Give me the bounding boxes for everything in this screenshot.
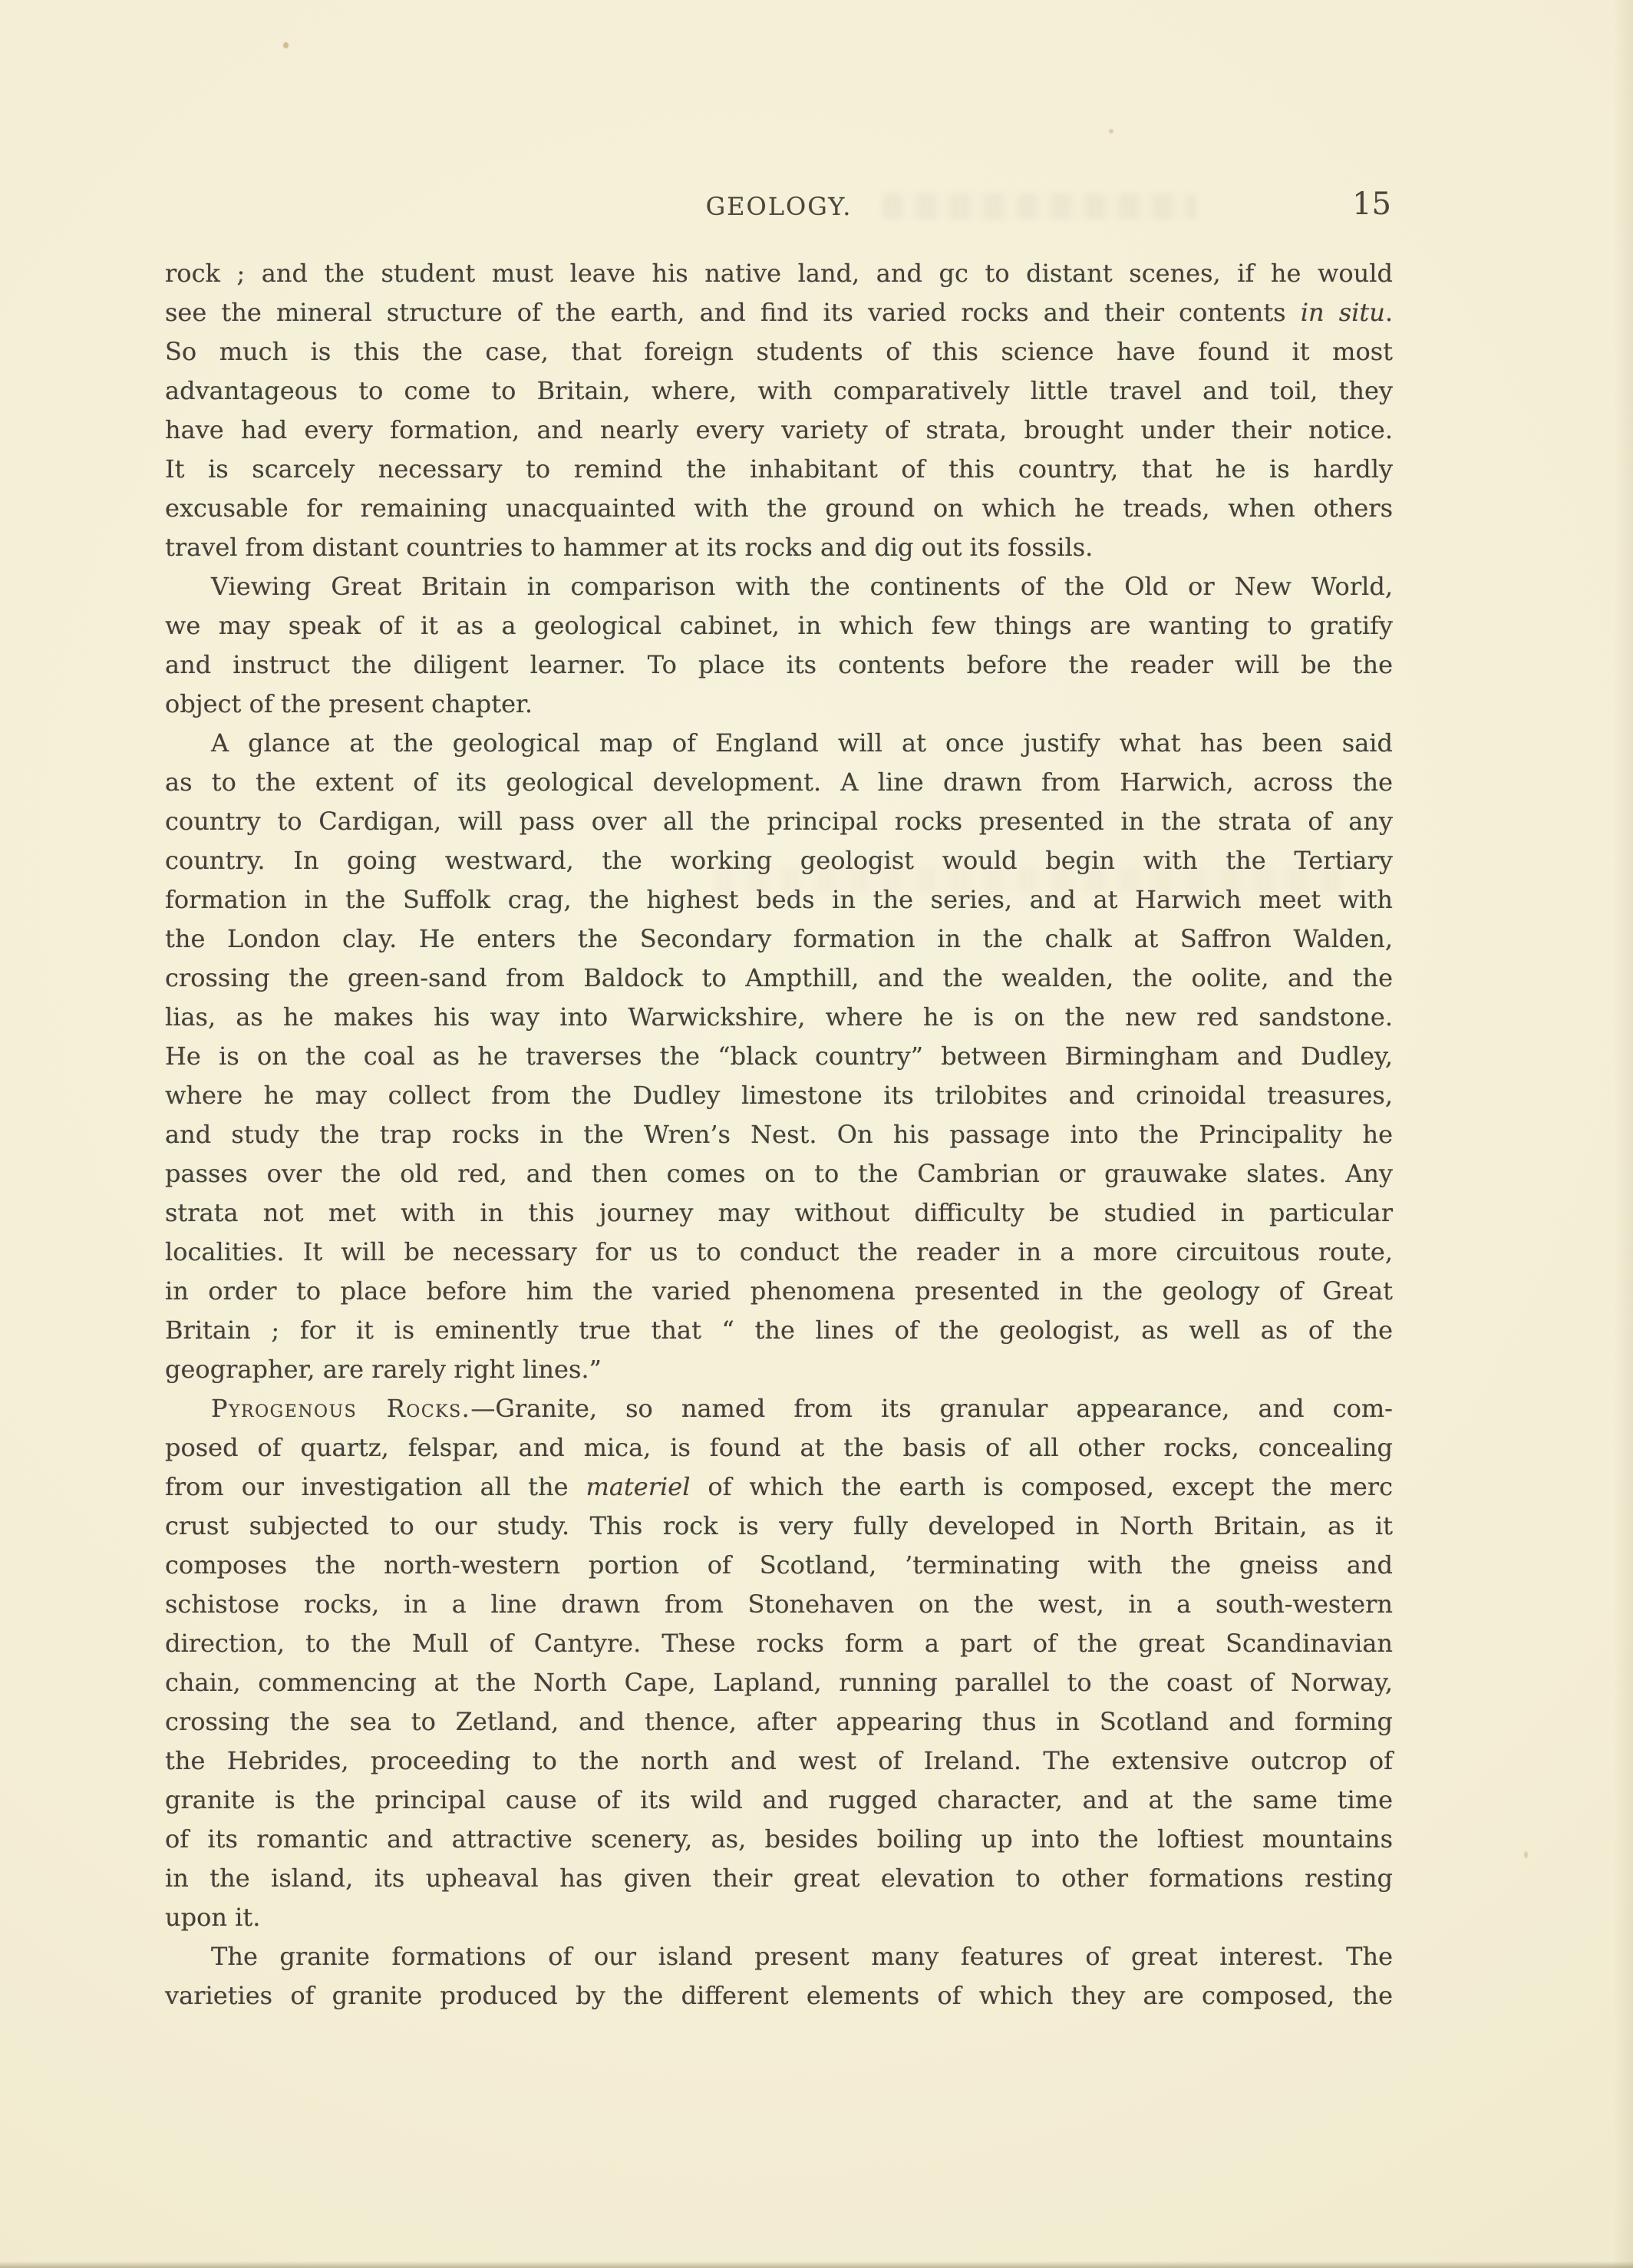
text-run: see the mineral structure of the earth, and find its varied rocks and their contents — [165, 298, 1301, 327]
text-run: in the island, its upheaval has given their great elevation to other formations resting — [165, 1864, 1393, 1893]
paragraph — [165, 254, 1393, 567]
text-line — [165, 1389, 1393, 1428]
text-line — [165, 763, 1393, 802]
text-line — [165, 1702, 1393, 1741]
text-run: country. In going westward, the working geologist would begin with the Tertiary — [165, 846, 1393, 875]
text-run: we may speak of it as a geological cabinet, in which few things are wanting to gratify — [165, 611, 1393, 640]
text-line — [165, 1233, 1393, 1272]
text-line — [165, 998, 1393, 1037]
text-run: materiel — [586, 1472, 691, 1501]
text-run: have had every formation, and nearly every variety of strata, brought under their notice. — [165, 415, 1393, 444]
text-line — [165, 567, 1393, 606]
text-line — [165, 1272, 1393, 1311]
text-run: granite is the principal cause of its wild and rugged character, and at the same time — [165, 1785, 1393, 1814]
page-number: 15 — [1352, 187, 1391, 222]
text-line — [165, 254, 1393, 293]
text-line — [165, 1467, 1393, 1507]
text-line — [165, 450, 1393, 489]
text-line — [165, 802, 1393, 841]
text-line — [165, 1898, 1393, 1937]
text-line — [165, 724, 1393, 763]
text-line — [165, 1976, 1393, 2015]
text-run: object of the present chapter. — [165, 689, 533, 718]
running-title: GEOLOGY. — [705, 192, 853, 221]
text-run: He is on the coal as he traverses the “black country” between Birmingham and Dudley, — [165, 1042, 1393, 1071]
text-run: —Granite, so named from its granular appearance, and com- — [470, 1394, 1393, 1423]
text-run: composes the north-western portion of Scotland, ’terminating with the gneiss and — [165, 1550, 1393, 1580]
text-run: in order to place before him the varied phenomena presented in the geology of Great — [165, 1276, 1393, 1306]
text-run: of its romantic and attractive scenery, as, besides boiling up into the loftiest mountains — [165, 1824, 1393, 1854]
text-run: crust subjected to our study. This rock is very fully developed in North Britain, as it — [165, 1511, 1393, 1540]
text-run: It is scarcely necessary to remind the inhabitant of this country, that he is hardly — [165, 454, 1393, 484]
text-line — [165, 1154, 1393, 1193]
text-run: crossing the sea to Zetland, and thence, after appearing thus in Scotland and forming — [165, 1707, 1393, 1736]
paragraph — [165, 1937, 1393, 2015]
text-line — [165, 880, 1393, 919]
text-run: geographer, are rarely right lines.” — [165, 1355, 602, 1384]
text-line — [165, 1350, 1393, 1389]
paragraph — [165, 1389, 1393, 1937]
text-run: and study the trap rocks in the Wren’s Nest. On his passage into the Principality he — [165, 1120, 1393, 1149]
text-line — [165, 1546, 1393, 1585]
text-line — [165, 1937, 1393, 1976]
text-run: strata not met with in this journey may without difficulty be studied in particular — [165, 1198, 1393, 1227]
text-run: country to Cardigan, will pass over all the principal rocks presented in the strata of any — [165, 807, 1393, 836]
text-run: passes over the old red, and then comes on to the Cambrian or grauwake slates. Any — [165, 1159, 1393, 1188]
running-header — [165, 187, 1393, 233]
text-line — [165, 645, 1393, 685]
paragraph — [165, 724, 1393, 1389]
text-line — [165, 959, 1393, 998]
paper-speck — [1524, 1851, 1528, 1858]
text-run: schistose rocks, in a line drawn from Stonehaven on the west, in a south-western — [165, 1590, 1393, 1619]
text-line — [165, 1741, 1393, 1781]
text-line — [165, 1663, 1393, 1702]
text-line — [165, 332, 1393, 371]
text-run: Pyrogenous Rocks. — [211, 1394, 471, 1423]
text-run: posed of quartz, felspar, and mica, is found at the basis of all other rocks, concealing — [165, 1433, 1393, 1462]
text-run: lias, as he makes his way into Warwickshire, where he is on the new red sandstone. — [165, 1002, 1393, 1032]
page-edge-shadow-right — [1613, 0, 1633, 2268]
paper-speck — [283, 42, 289, 48]
text-run: the London clay. He enters the Secondary formation in the chalk at Saffron Walden, — [165, 924, 1393, 953]
text-run: The granite formations of our island present many features of great interest. The — [211, 1942, 1393, 1971]
text-run: So much is this the case, that foreign students of this science have found it most — [165, 337, 1393, 366]
text-line — [165, 919, 1393, 959]
text-line — [165, 685, 1393, 724]
text-line — [165, 411, 1393, 450]
text-run: the Hebrides, proceeding to the north and west of Ireland. The extensive outcrop of — [165, 1746, 1393, 1775]
paragraph — [165, 567, 1393, 724]
text-run: Britain ; for it is eminently true that “ the lines of the geologist, as well as of the — [165, 1316, 1393, 1345]
text-line — [165, 1781, 1393, 1820]
text-line — [165, 1624, 1393, 1663]
text-line — [165, 1037, 1393, 1076]
paper-speck — [1109, 129, 1113, 134]
text-run: excusable for remaining unacquainted with the ground on which he treads, when others — [165, 494, 1393, 523]
text-run: of which the earth is composed, except the merc — [690, 1472, 1394, 1501]
text-run: chain, commencing at the North Cape, Lapland, running parallel to the coast of Norway, — [165, 1668, 1393, 1697]
text-run: A glance at the geological map of England will at once justify what has been said — [211, 728, 1393, 758]
text-line — [165, 1428, 1393, 1467]
text-line — [165, 371, 1393, 411]
text-line — [165, 1193, 1393, 1233]
text-line — [165, 1859, 1393, 1898]
text-line — [165, 1076, 1393, 1115]
text-line — [165, 606, 1393, 645]
text-run: direction, to the Mull of Cantyre. These rocks form a part of the great Scandinavian — [165, 1629, 1393, 1658]
page-edge-shadow-bottom — [0, 2261, 1633, 2268]
text-run: from our investigation all the — [165, 1472, 586, 1501]
text-run: Viewing Great Britain in comparison with the continents of the Old or New World, — [211, 572, 1393, 601]
text-run: crossing the green-sand from Baldock to Ampthill, and the wealden, the oolite, and the — [165, 963, 1393, 992]
text-line — [165, 1311, 1393, 1350]
text-run: varieties of granite produced by the different elements of which they are composed, the — [165, 1981, 1393, 2010]
text-run: rock ; and the student must leave his native land, and gc to distant scenes, if he would — [165, 259, 1393, 288]
text-run: advantageous to come to Britain, where, with comparatively little travel and toil, they — [165, 376, 1393, 405]
text-run: where he may collect from the Dudley limestone its trilobites and crinoidal treasures, — [165, 1081, 1393, 1110]
text-run: travel from distant countries to hammer at its rocks and dig out its fossils. — [165, 533, 1094, 562]
text-run: formation in the Suffolk crag, the highest beds in the series, and at Harwich meet with — [165, 885, 1393, 914]
text-run: as to the extent of its geological development. A line drawn from Harwich, across the — [165, 768, 1393, 797]
text-run: and instruct the diligent learner. To place its contents before the reader will be the — [165, 650, 1393, 679]
text-line — [165, 1115, 1393, 1154]
text-run: . — [1384, 298, 1394, 327]
text-run: upon it. — [165, 1903, 261, 1932]
text-line — [165, 528, 1393, 567]
text-line — [165, 489, 1393, 528]
text-line — [165, 841, 1393, 880]
text-line — [165, 1585, 1393, 1624]
text-run: localities. It will be necessary for us to conduct the reader in a more circuitous route, — [165, 1237, 1393, 1266]
text-line — [165, 293, 1393, 332]
text-line — [165, 1507, 1393, 1546]
text-line — [165, 1820, 1393, 1859]
text-block — [165, 254, 1393, 2015]
text-run: in situ — [1300, 298, 1385, 327]
